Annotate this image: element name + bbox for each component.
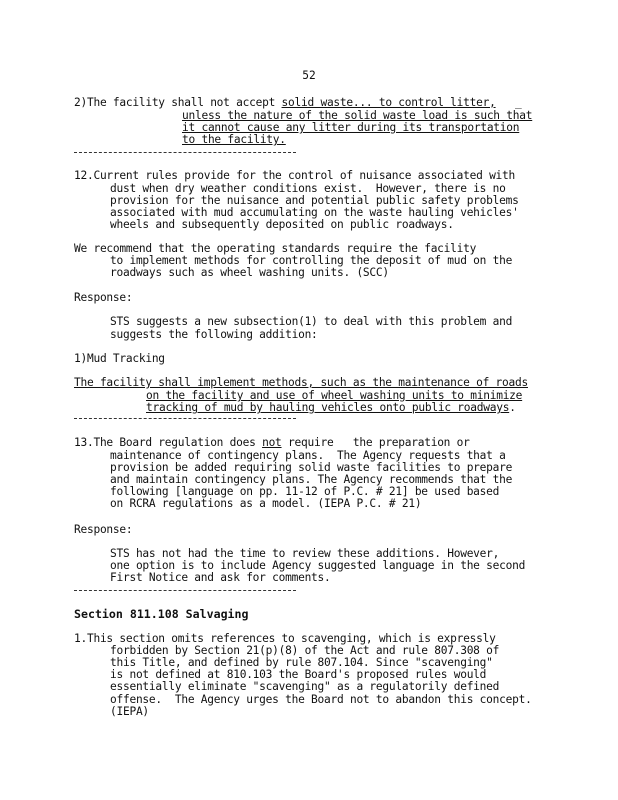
comment-12-line: wheels and subsequently deposited on public roadways. <box>110 218 454 231</box>
comment-12-line: provision for the nuisance and potential public safety problems <box>110 194 519 207</box>
item-2-line-3: it cannot cause any litter during its transportation <box>182 121 520 134</box>
comment-13-line: and maintain contingency plans. The Agency recommends that the <box>110 473 513 486</box>
comment-1-line: this Title, and defined by rule 807.104. Since "scavenging" <box>110 656 493 669</box>
comment-13-underlined: not <box>262 436 282 449</box>
separator-rule <box>74 418 296 419</box>
response-12-line: STS suggests a new subsection(1) to deal with this problem and <box>110 315 513 328</box>
comment-13-line: on RCRA regulations as a model. (IEPA P.C. # 21) <box>110 497 422 510</box>
comment-13-line-1 <box>74 437 470 450</box>
response-label: Response: <box>74 291 133 304</box>
comment-12-line: associated with mud accumulating on the waste hauling vehicles' <box>110 206 519 219</box>
comment-1-line: forbidden by Section 21(p)(8) of the Act and rule 807.308 of <box>110 644 500 657</box>
mud-tracking-heading: 1)Mud Tracking <box>74 352 165 365</box>
mud-tracking-period: . <box>509 401 516 414</box>
item-2-underlined-text: solid waste... to control litter, <box>281 96 496 109</box>
mud-tracking-underlined: tracking of mud by hauling vehicles onto public roadways <box>146 401 510 414</box>
separator-rule <box>74 590 296 591</box>
separator-rule <box>74 152 296 153</box>
comment-1-line: (IEPA) <box>110 705 149 718</box>
comment-13-text: 13.The Board regulation does <box>74 436 263 449</box>
comment-13-text: require the preparation or <box>281 436 470 449</box>
response-13-line: STS has not had the time to review these additions. However, <box>110 547 500 560</box>
page-number: 52 <box>302 69 316 82</box>
mud-tracking-line-3 <box>146 402 516 415</box>
comment-1-line: is not defined at 810.103 the Board's proposed rules would <box>110 668 487 681</box>
section-heading: Section 811.108 Salvaging <box>74 607 249 621</box>
response-13-line: one option is to include Agency suggested language in the second <box>110 559 526 572</box>
response-13-line: First Notice and ask for comments. <box>110 571 331 584</box>
recommendation-line: roadways such as wheel washing units. (SCC) <box>110 266 389 279</box>
response-label: Response: <box>74 523 133 536</box>
item-2-mark: _ <box>495 96 522 109</box>
item-2-line-4: to the facility. <box>182 133 286 146</box>
item-2-line-1 <box>74 97 522 110</box>
mud-tracking-line: on the facility and use of wheel washing units to minimize <box>146 389 523 402</box>
comment-13-line: maintenance of contingency plans. The Agency requests that a <box>110 449 506 462</box>
comment-1-line: essentially eliminate "scavenging" as a regulatorily defined <box>110 680 500 693</box>
response-12-line: suggests the following addition: <box>110 328 318 341</box>
item-2-line-2: unless the nature of the solid waste load is such that <box>182 109 533 122</box>
comment-12-line: 12.Current rules provide for the control of nuisance associated with <box>74 169 516 182</box>
recommendation-line: to implement methods for controlling the deposit of mud on the <box>110 254 513 267</box>
comment-1-line: offense. The Agency urges the Board not to abandon this concept. <box>110 693 532 706</box>
comment-13-line: provision be added requiring solid waste facilities to prepare <box>110 461 513 474</box>
comment-12-line: dust when dry weather conditions exist. However, there is no <box>110 182 506 195</box>
comment-13-line: following [language on pp. 11-12 of P.C. # 21] be used based <box>110 485 500 498</box>
recommendation-line: We recommend that the operating standards require the facility <box>74 242 477 255</box>
item-2-text: 2)The facility shall not accept <box>74 96 282 109</box>
comment-1-line: 1.This section omits references to scavenging, which is expressly <box>74 632 496 645</box>
mud-tracking-line: The facility shall implement methods, such as the maintenance of roads <box>74 376 528 389</box>
